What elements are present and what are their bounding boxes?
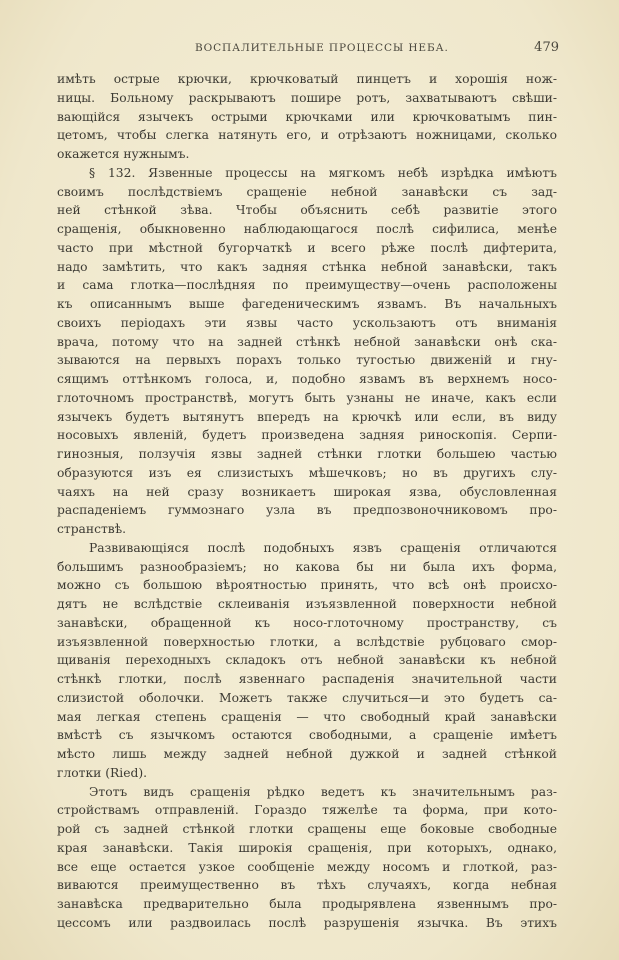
text-line: слизистой оболочки. Можетъ также случиться—и это будетъ са- xyxy=(57,690,557,705)
text-line: ней стѣнкой зѣва. Чтобы объяснить себѣ развитіе этого xyxy=(57,203,557,218)
text-line: глоточномъ пространствѣ, могутъ быть узнаны не иначе, какъ если xyxy=(57,390,557,405)
text-line: занавѣска предварительно была продырявлена язвеннымъ про- xyxy=(57,897,557,911)
text-line: сращенія, обыкновенно наблюдающагося послѣ сифилиса, менѣе xyxy=(57,222,557,236)
text-line: язычекъ будетъ вытянутъ впередъ на крючкѣ или если, въ виду xyxy=(57,409,557,424)
text-line: цессомъ или раздвоилась послѣ разрушенія язычка. Въ этихъ xyxy=(57,915,557,930)
text-line: своимъ послѣдствіемъ сращеніе небной занавѣски съ зад- xyxy=(57,184,557,199)
text-line: изъязвленной поверхностью глотки, а вслѣдствіе рубцоваго смор- xyxy=(57,634,557,649)
text-line: вмѣстѣ съ язычкомъ остаются свободными, а сращеніе имѣетъ xyxy=(57,728,557,743)
text-line: все еще остается узкое сообщеніе между носомъ и глоткой, раз- xyxy=(57,859,557,874)
text-line: зываются на первыхъ порахъ только тугостью движеній и гну- xyxy=(57,353,557,368)
text-line: дятъ не вслѣдствіе склеиванія изъязвленной поверхности небной xyxy=(57,597,557,611)
text-line: стройствамъ отправленій. Гораздо тяжелѣе та форма, при кото- xyxy=(57,803,557,818)
text-line: чаяхъ на ней сразу возникаетъ широкая язва, обусловленная xyxy=(57,484,557,499)
text-line: мѣсто лишь между задней небной дужкой и задней стѣнкой xyxy=(57,747,557,761)
text-line: гинозныя, ползучія язвы задней стѣнки глотки большею частью xyxy=(57,447,557,461)
text-line: носовыхъ явленій, будетъ произведена задняя риноскопія. Серпи- xyxy=(57,428,557,443)
text-line: имѣть острые крючки, крючковатый пинцетъ и хорошія нож- xyxy=(57,72,557,86)
text-line: занавѣски, обращенной къ носо-глоточному пространству, съ xyxy=(57,615,557,630)
text-line: сящимъ оттѣнкомъ голоса, и, подобно язвамъ въ верхнемъ носо- xyxy=(57,372,557,386)
text-line: щиванія переходныхъ складокъ отъ небной занавѣски къ небной xyxy=(57,653,557,668)
text-line: и сама глотка—послѣдняя по преимуществу—очень расположены xyxy=(57,278,557,293)
text-line: глотки (Ried). xyxy=(57,765,148,780)
text-line: рой съ задней стѣнкой глотки сращены еще боковые свободные xyxy=(57,822,557,836)
text-line: своихъ періодахъ эти язвы часто ускользаютъ отъ вниманія xyxy=(57,315,557,330)
text-line: большимъ разнообразіемъ; но какова бы ни была ихъ форма, xyxy=(57,559,557,574)
page-number: 479 xyxy=(534,40,559,55)
text-line: странствѣ. xyxy=(57,522,127,536)
text-line: надо замѣтить, что какъ задняя стѣнка небной занавѣски, такъ xyxy=(57,259,557,274)
text-line: къ описаннымъ выше фагеденическимъ язвамъ. Въ начальныхъ xyxy=(57,297,557,311)
text-line: часто при мѣстной бугорчаткѣ и всего рѣже послѣ дифтерита, xyxy=(57,240,557,255)
text-line: распаденіемъ гуммознаго узла въ предпозвоночниковомъ про- xyxy=(57,503,557,518)
body-text xyxy=(57,70,557,933)
text-line: вающійся язычекъ острыми крючками или крючковатымъ пин- xyxy=(57,109,557,124)
text-line: окажется нужнымъ. xyxy=(57,147,190,161)
text-line: края занавѣски. Такія широкія сращенія, при которыхъ, однако, xyxy=(57,840,557,855)
section-heading-line: § 132. Язвенные процессы на мягкомъ небѣ изрѣдка имѣютъ xyxy=(89,165,557,180)
text-line: образуются изъ ея слизистыхъ мѣшечковъ; но въ другихъ слу- xyxy=(57,465,557,480)
running-title: ВОСПАЛИТЕЛЬНЫЕ ПРОЦЕССЫ НЕБА. xyxy=(195,42,449,54)
text-line: цетомъ, чтобы слегка натянуть его, и отрѣзаютъ ножницами, сколько xyxy=(57,128,557,143)
text-line: виваются преимущественно въ тѣхъ случаяхъ, когда небная xyxy=(57,878,557,893)
text-line: врача, потому что на задней стѣнкѣ небной занавѣски онѣ ска- xyxy=(57,334,557,349)
text-line: мая легкая степень сращенія — что свободный край занавѣски xyxy=(57,709,557,724)
paragraph-start-line: Развивающіяся послѣ подобныхъ язвъ сращенія отличаются xyxy=(89,540,557,555)
text-line: стѣнкѣ глотки, послѣ язвеннаго распаденія значительной части xyxy=(57,672,557,686)
paragraph-start-line: Этотъ видъ сращенія рѣдко ведетъ къ значительнымъ раз- xyxy=(89,784,557,799)
text-line: можно съ большою вѣроятностью принять, что всѣ онѣ происхо- xyxy=(57,578,557,593)
text-line: ницы. Больному раскрываютъ пошире ротъ, захватываютъ свѣши- xyxy=(57,90,557,105)
